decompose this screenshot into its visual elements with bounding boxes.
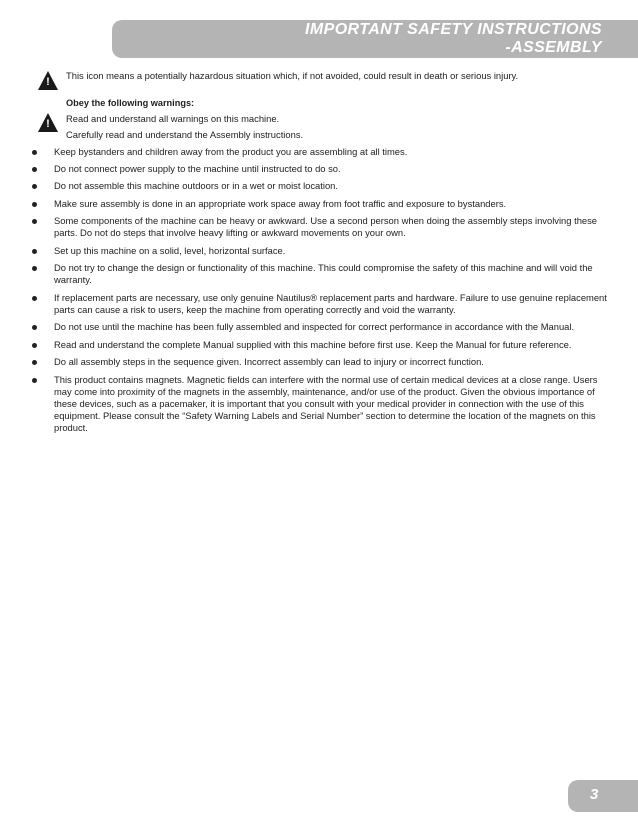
safety-instructions-body [28, 70, 613, 440]
bullet-dot [32, 325, 37, 330]
list-item [28, 292, 613, 316]
page-number-badge [568, 780, 638, 812]
warning-triangle-icon: ! [38, 113, 58, 132]
bullet-dot [32, 378, 37, 383]
icon-legend [28, 70, 613, 94]
list-item-text: This product contains magnets. Magnetic fields can interfere with the normal use of certain medical devices at a close range. Users may come into proximity of the magnets in the assembly, maintenance, and/or use of the product. Given the obvious importance of these devices, such as a pacemaker, it is important that you consult with your medical provider in connection with the use of this equipment. Please consult the “Safety Warning Labels and Serial Number” section to determine the location of the magnets on this product. [54, 373, 598, 434]
list-item-text: Do all assembly steps in the sequence given. Incorrect assembly can lead to injury or incorrect function. [54, 356, 484, 368]
list-item-text: Some components of the machine can be heavy or awkward. Use a second person when doing the assembly steps involving these parts. Do not do steps that involve heavy lifting or awkward movements on your own. [54, 215, 598, 239]
list-item-text: Do not connect power supply to the machine until instructed to do so. [54, 163, 341, 174]
list-item-text: Read and understand the complete Manual supplied with this machine before first use. Keep the Manual for future reference. [54, 338, 572, 350]
bullet-dot [32, 343, 37, 348]
list-item-text: Make sure assembly is done in an appropriate work space away from foot traffic and exposure to bystanders. [54, 197, 507, 209]
list-item-text: Do not assemble this machine outdoors or in a wet or moist location. [54, 180, 338, 192]
warnings-heading: Obey the following warnings: [66, 98, 195, 108]
list-item-text: Keep bystanders and children away from the product you are assembling at all times. [54, 145, 408, 157]
list-item [28, 374, 613, 435]
warning-line: Read and understand all warnings on this machine. [66, 113, 280, 125]
bullet-dot [32, 219, 37, 224]
page-number: 3 [590, 786, 599, 803]
bullet-dot [32, 167, 37, 172]
icon-meaning-text: This icon means a potentially hazardous situation which, if not avoided, could result in death or serious injury. [66, 70, 519, 81]
list-item [28, 245, 613, 257]
list-item [28, 146, 613, 158]
list-item [28, 339, 613, 351]
bullet-dot [32, 266, 37, 271]
section-title-line-2: -ASSEMBLY [505, 39, 602, 56]
bullet-dot [32, 249, 37, 254]
bullet-dot [32, 184, 37, 189]
bullet-dot [32, 360, 37, 365]
safety-rules-list [28, 146, 613, 435]
list-item-text: Do not use until the machine has been fully assembled and inspected for correct performance in accordance with the Manual. [54, 321, 575, 333]
list-item [28, 163, 613, 175]
list-item [28, 198, 613, 210]
list-item [28, 321, 613, 333]
list-item [28, 180, 613, 192]
list-item [28, 262, 613, 286]
warnings-block [28, 97, 613, 142]
bullet-dot [32, 150, 37, 155]
section-header-banner [112, 20, 638, 58]
list-item-text: Set up this machine on a solid, level, horizontal surface. [54, 244, 286, 256]
warning-line: Carefully read and understand the Assembly instructions. [66, 129, 304, 141]
bullet-dot [32, 202, 37, 207]
list-item [28, 356, 613, 368]
list-item-text: Do not try to change the design or functionality of this machine. This could compromise the safety of this machine and will void the warranty. [54, 262, 593, 286]
list-item-text: If replacement parts are necessary, use only genuine Nautilus® replacement parts and hardware. Failure to use genuine replacement parts can cause a risk to users, keep the machine from operating correctly and void the warranty. [54, 291, 607, 315]
bullet-dot [32, 296, 37, 301]
section-title-line-1: IMPORTANT SAFETY INSTRUCTIONS [305, 21, 602, 38]
warning-triangle-icon: ! [38, 71, 58, 90]
list-item [28, 215, 613, 239]
